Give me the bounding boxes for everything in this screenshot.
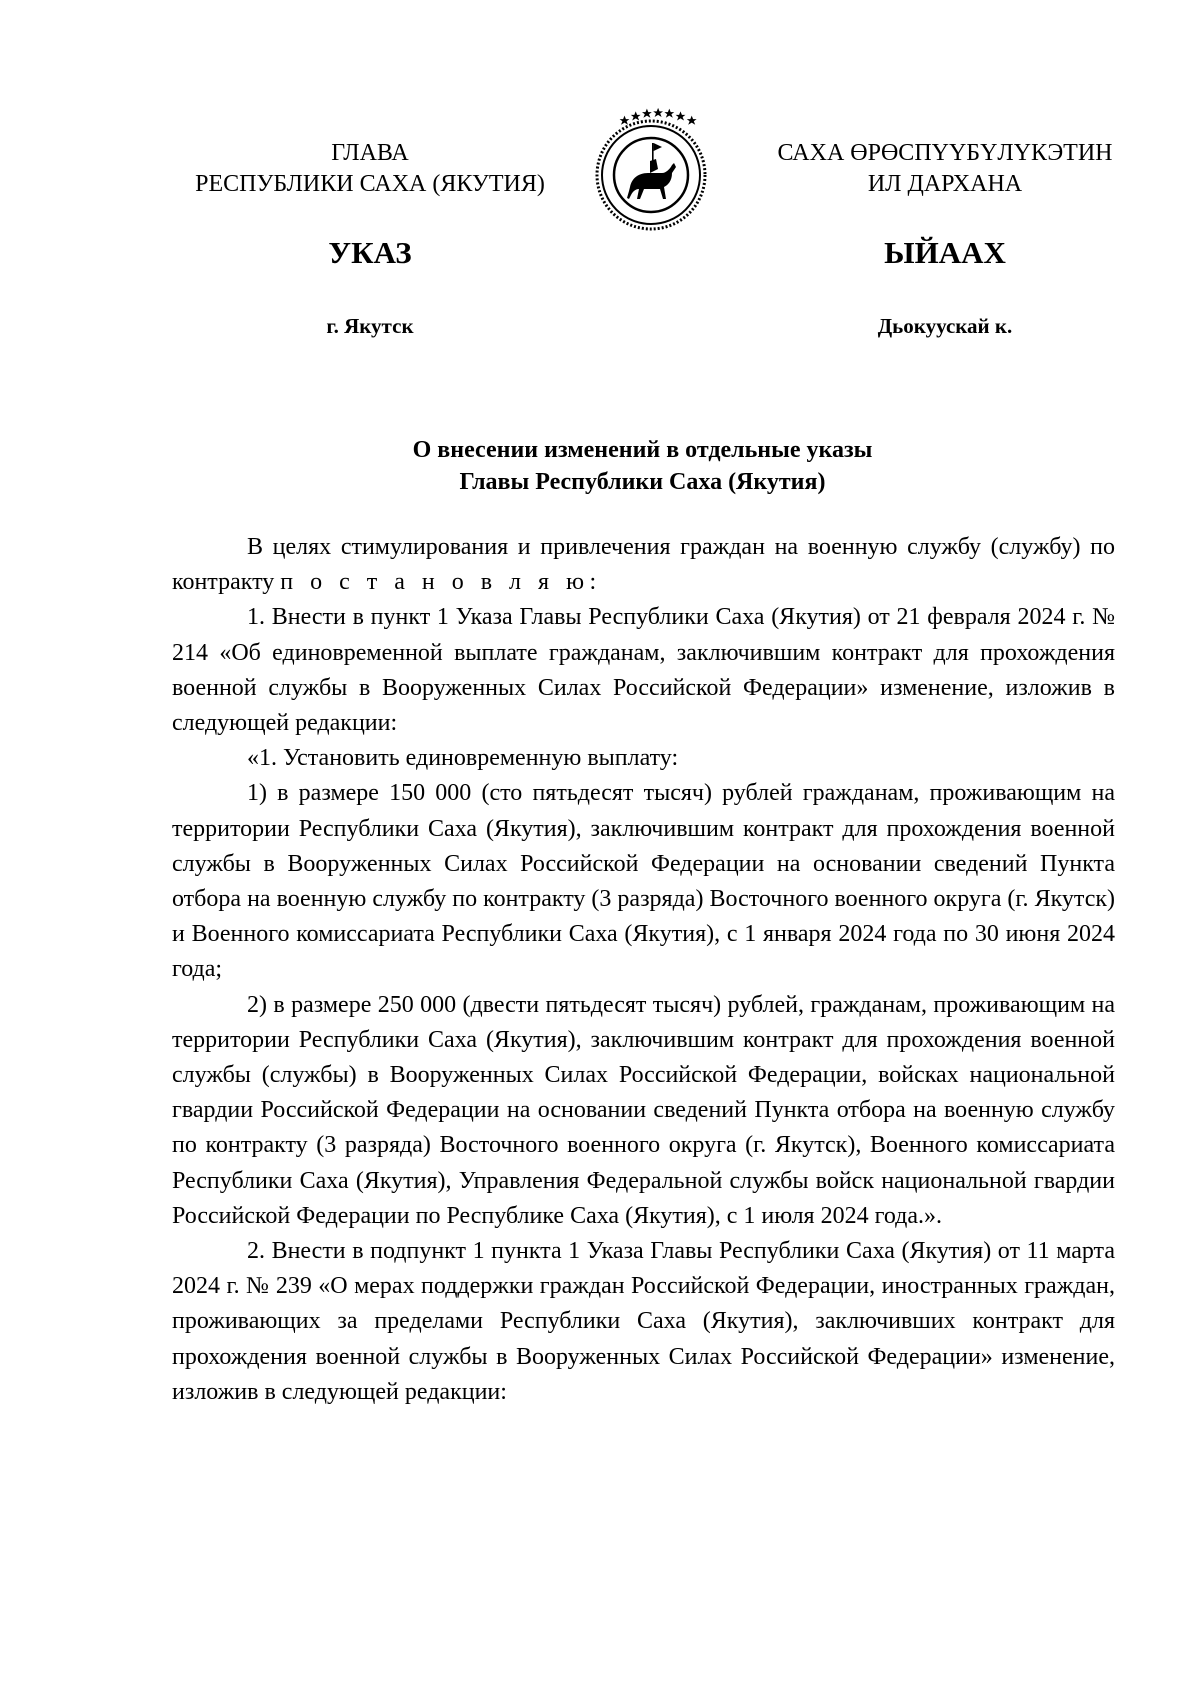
issuer-sakha-line2: ИЛ ДАРХАНА: [867, 171, 1023, 197]
paragraph-1: 1. Внести в пункт 1 Указа Главы Республики Саха (Якутия) от 21 февраля 2024 г. № 214 «Об единовременной выплате гражданам, заключившим контракт для прохождения военной службы в Вооруженных Силах Российской Федерации» изменение, изложив в следующей редакции:: [172, 604, 1115, 737]
issuer-ru: [170, 138, 570, 200]
document-body: [172, 530, 1115, 1410]
paragraph-1-sub2: 2) в размере 250 000 (двести пятьдесят тысяч) рублей, гражданам, проживающим на территории Республики Саха (Якутия), заключившим контракт для прохождения военной службы (службы) в Вооруженных Силах Российской Федерации, войсках национальной гвардии Российской Федерации на основании сведений Пункта отбора на военную службу по контракту (3 разряда) Восточного военного округа (г. Якутск), Военного комиссариата Республики Саха (Якутия), Управления Федеральной службы войск национальной гвардии Российской Федерации по Республике Саха (Якутия), с 1 июля 2024 года.».: [172, 991, 1115, 1229]
city-ru: г. Якутск: [326, 314, 414, 338]
paragraph-1-quote: «1. Установить единовременную выплату:: [247, 745, 679, 772]
city-sakha: Дьокуускай к.: [877, 314, 1013, 338]
doc-type-ru: УКАЗ: [328, 235, 412, 270]
issuer-ru-line2: РЕСПУБЛИКИ САХА (ЯКУТИЯ): [195, 171, 545, 197]
issuer-sakha-line1: САХА ӨРӨСПҮҮБҮЛҮКЭТИН: [777, 140, 1113, 166]
document-title: [170, 434, 1115, 498]
intro-paragraph: [172, 530, 1115, 600]
intro-text: В целях стимулирования и привлечения граждан на военную службу (службу) по контракту: [172, 534, 1115, 596]
title-line2: Главы Республики Саха (Якутия): [459, 469, 826, 495]
issuer-sakha: [745, 138, 1145, 200]
intro-decree: п о с т а н о в л я ю:: [280, 569, 602, 596]
sakha-coat-of-arms-icon: [586, 103, 716, 233]
doc-type-sakha: ЫЙААХ: [884, 235, 1006, 270]
paragraph-2: 2. Внести в подпункт 1 пункта 1 Указа Главы Республики Саха (Якутия) от 11 марта 2024 г. № 239 «О мерах поддержки граждан Российской Федерации, иностранных граждан, проживающих за пределами Республики Саха (Якутия), заключивших контракт для прохождения военной службы в Вооруженных Силах Российской Федерации» изменение, изложив в следующей редакции:: [172, 1238, 1115, 1405]
paragraph-1-sub1: 1) в размере 150 000 (сто пятьдесят тысяч) рублей гражданам, проживающим на территории Республики Саха (Якутия), заключившим контракт для прохождения военной службы в Вооруженных Силах Российской Федерации на основании сведений Пункта отбора на военную службу по контракту (3 разряда) Восточного военного округа (г. Якутск) и Военного комиссариата Республики Саха (Якутия), с 1 января 2024 года по 30 июня 2024 года;: [172, 780, 1115, 983]
title-line1: О внесении изменений в отдельные указы: [412, 437, 873, 463]
issuer-ru-line1: ГЛАВА: [331, 140, 409, 166]
